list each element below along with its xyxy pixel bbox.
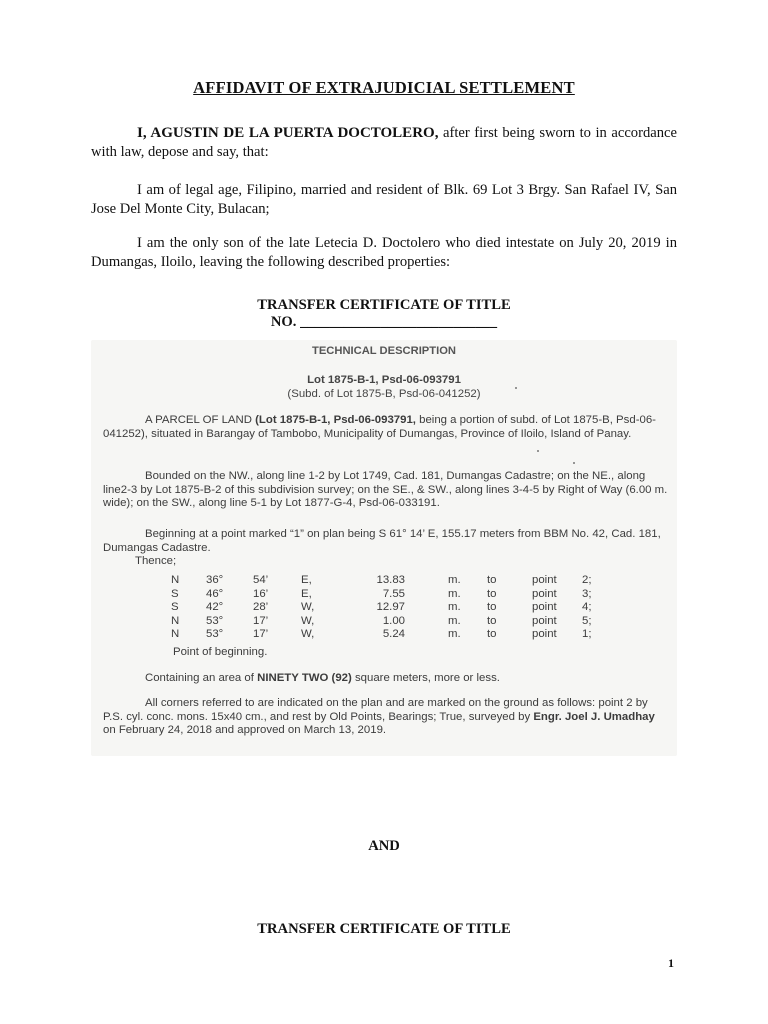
residence-paragraph: I am of legal age, Filipino, married and resident of Blk. 69 Lot 3 Brgy. San Rafael IV, San Jose Del Monte City, Bulacan; <box>91 182 677 217</box>
and-label: AND <box>368 838 400 854</box>
bearings-table <box>171 574 611 642</box>
bearing-point-number: 1; <box>582 628 592 640</box>
corners-tail: on February 24, 2018 and approved on March 13, 2019. <box>103 724 387 736</box>
tct-number-line: NO. ___________________________ <box>270 314 498 330</box>
affiant-name: I, AGUSTIN DE LA PUERTA DOCTOLERO, <box>137 125 439 141</box>
lot-subtitle: (Subd. of Lot 1875-B, Psd-06-041252) <box>287 388 481 400</box>
bearing-to: to <box>487 628 497 640</box>
scan-speck <box>537 450 539 452</box>
area-tail: square meters, more or less. <box>351 672 500 684</box>
bearing-to: to <box>487 601 497 613</box>
bearing-direction: N <box>171 628 180 640</box>
affiant-paragraph <box>91 124 677 162</box>
scan-speck <box>515 387 517 389</box>
parcel-description: being a portion of subd. of Lot 1875-B, Psd-06-041252), situated in Barangay of Tambobo, Municipality of Dumangas, Province of Iloilo, Island of Panay. <box>103 414 656 440</box>
bearing-unit: m. <box>448 614 461 627</box>
bearing-east-west: W, <box>301 628 315 640</box>
bearing-distance: 1.00 <box>382 614 405 627</box>
lot-title: Lot 1875-B-1, Psd-06-093791 <box>307 374 461 386</box>
bearing-to: to <box>487 614 497 627</box>
technical-description-scan <box>91 340 677 756</box>
bearing-point-number: 2; <box>582 574 592 586</box>
corners-text: All corners referred to are indicated on the plan and are marked on the ground as follows: point 2 by P.S. cyl. conc. mons. 15x40 cm., and rest by Old Points, Bearings; True, surveyed by <box>103 697 648 723</box>
bearing-east-west: E, <box>301 587 312 600</box>
heirship-paragraph: I am the only son of the late Letecia D. Doctolero who died intestate on July 20, 2019 in Dumangas, Iloilo, leaving the following described properties: <box>91 235 677 270</box>
bearing-unit: m. <box>448 601 461 613</box>
bearing-point-label: point <box>532 614 557 627</box>
tct-heading-1 <box>0 297 768 331</box>
bearing-degrees: 42° <box>206 601 224 613</box>
bearing-row <box>171 588 611 602</box>
bearing-east-west: E, <box>301 574 312 586</box>
bearing-direction: S <box>171 587 179 600</box>
bearing-minutes: 16’ <box>253 587 269 600</box>
bearing-unit: m. <box>448 587 461 600</box>
area-paragraph <box>103 672 669 686</box>
bearing-east-west: W, <box>301 614 315 627</box>
bounded-paragraph: Bounded on the NW., along line 1-2 by Lot 1749, Cad. 181, Dumangas Cadastre; on the NE., along line2-3 by Lot 1875-B-2 of this subdivision survey; on the SE., & SW., along lines 3-4-5 by Right of Way (6.00 m. wide); on the SW., along line 5-1 by Lot 1877-G-4, Psd-06-033191. <box>103 470 668 509</box>
document-title: AFFIDAVIT OF EXTRAJUDICIAL SETTLEMENT <box>193 78 575 97</box>
beginning-paragraph: Beginning at a point marked “1” on plan being S 61° 14’ E, 155.17 meters from BBM No. 42, Cad. 181, Dumangas Cadastre. <box>103 528 661 554</box>
bearing-point-label: point <box>532 601 557 613</box>
thence-label: Thence; <box>135 555 177 567</box>
bearing-point-number: 5; <box>582 614 592 627</box>
bearing-minutes: 17’ <box>253 614 269 627</box>
bearing-row <box>171 574 611 588</box>
point-of-beginning: Point of beginning. <box>173 646 268 658</box>
parcel-lead: A PARCEL OF LAND <box>145 414 256 426</box>
corners-paragraph <box>103 697 669 738</box>
bearing-to: to <box>487 574 497 586</box>
tct-heading-2: TRANSFER CERTIFICATE OF TITLE <box>257 921 511 937</box>
affiant-paragraph-text: after first being sworn to in accordance with law, depose and say, that: <box>91 125 677 160</box>
bearing-point-label: point <box>532 574 557 586</box>
technical-description-heading: TECHNICAL DESCRIPTION <box>312 345 456 357</box>
page-number: 1 <box>668 956 674 970</box>
bearing-unit: m. <box>448 628 461 640</box>
bearing-point-label: point <box>532 587 557 600</box>
bearing-direction: N <box>171 614 180 627</box>
bearing-direction: N <box>171 574 180 586</box>
bearing-to: to <box>487 587 497 600</box>
area-lead: Containing an area of <box>145 672 258 684</box>
bearing-minutes: 28’ <box>253 601 269 613</box>
bearing-point-number: 3; <box>582 587 592 600</box>
bearing-row <box>171 628 611 642</box>
parcel-paragraph <box>103 414 669 441</box>
bearing-degrees: 53° <box>206 628 224 640</box>
area-value: NINETY TWO (92) <box>257 672 352 684</box>
parcel-lot-bold: (Lot 1875-B-1, Psd-06-093791, <box>255 414 416 426</box>
bearing-direction: S <box>171 601 179 613</box>
surveyor-name: Engr. Joel J. Umadhay <box>533 710 655 723</box>
bearing-row <box>171 601 611 615</box>
bearing-east-west: W, <box>301 601 315 613</box>
bearing-minutes: 17’ <box>253 628 269 640</box>
tct-heading-1-title: TRANSFER CERTIFICATE OF TITLE <box>257 297 511 313</box>
bearing-point-number: 4; <box>582 601 592 613</box>
bearing-unit: m. <box>448 574 461 586</box>
bearing-distance: 12.97 <box>376 601 405 613</box>
bearing-point-label: point <box>532 628 557 640</box>
bearing-distance: 5.24 <box>382 628 405 640</box>
bearing-degrees: 46° <box>206 587 224 600</box>
bearing-degrees: 53° <box>206 614 224 627</box>
bearing-distance: 7.55 <box>382 587 405 600</box>
bearing-minutes: 54’ <box>253 574 269 586</box>
scan-speck <box>573 462 575 464</box>
bearing-row <box>171 615 611 629</box>
bearing-degrees: 36° <box>206 574 224 586</box>
bearing-distance: 13.83 <box>376 574 405 586</box>
